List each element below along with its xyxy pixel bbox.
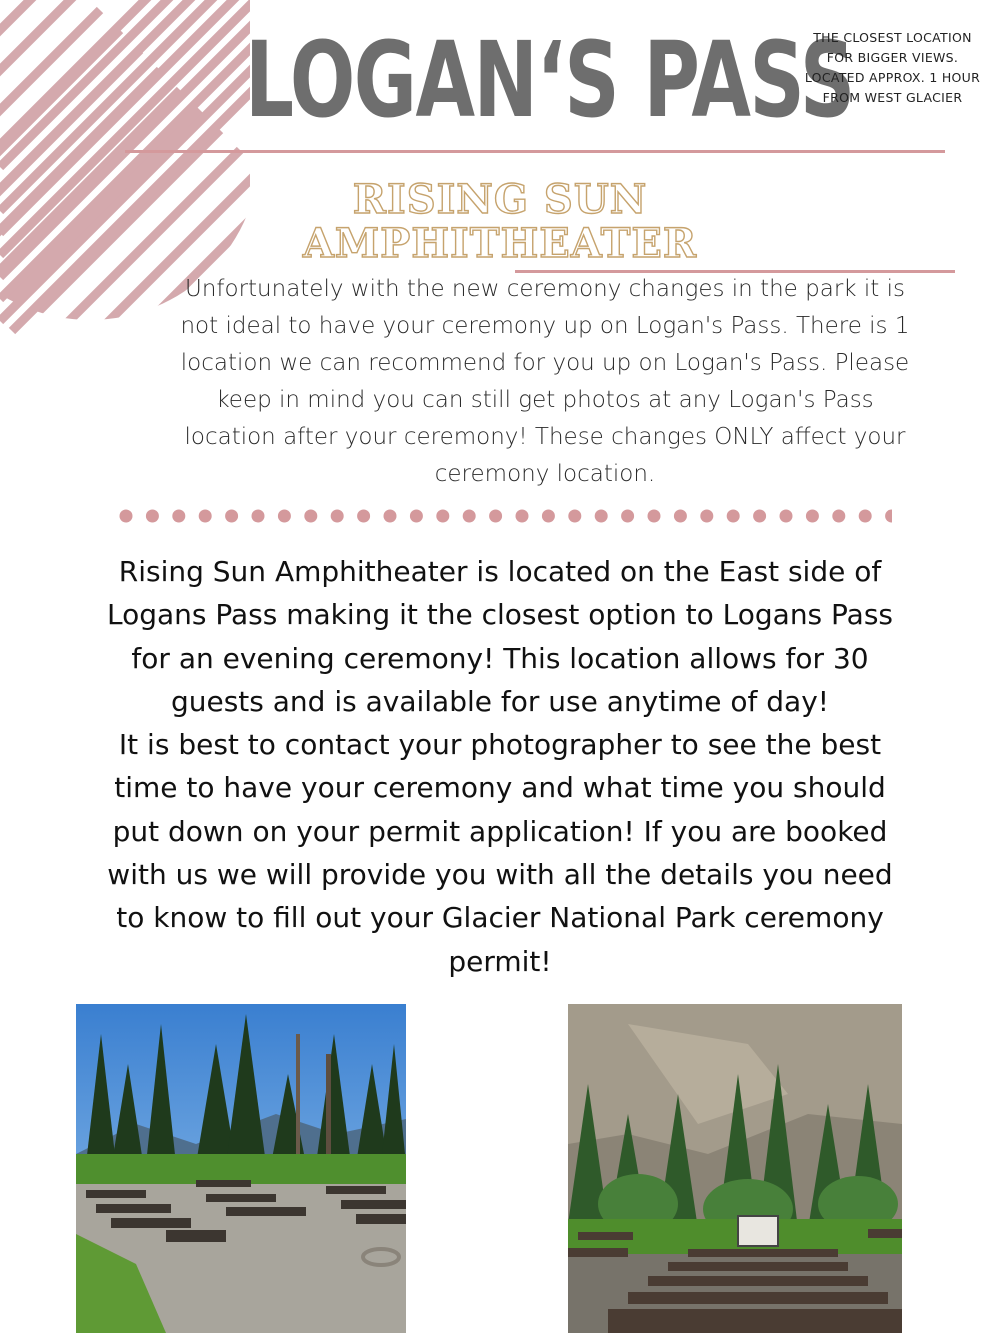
divider-dot	[648, 510, 661, 523]
divider-dot	[357, 510, 370, 523]
divider-dot	[199, 510, 212, 523]
section-title-line: AMPHITHEATER	[302, 220, 698, 267]
section-title-line: RISING SUN	[352, 176, 648, 223]
divider-dot	[542, 510, 555, 523]
divider-dot	[674, 510, 687, 523]
divider-dot	[806, 510, 819, 523]
tagline-line: FOR BIGGER VIEWS.	[826, 50, 959, 65]
divider-dot	[595, 510, 608, 523]
divider-dot	[410, 510, 423, 523]
main-paragraph-1: Rising Sun Amphitheater is located on the East side of Logans Pass making it the closest option to Logans Pass for an evening ceremony! This location allows for 30 guests and is available for use anytime of day!	[106, 555, 894, 718]
page-title: LOGAN‘S PASS	[245, 19, 854, 141]
divider-dot	[621, 510, 634, 523]
divider-dot	[304, 510, 317, 523]
divider-dot	[172, 510, 185, 523]
main-paragraph-2: It is best to contact your photographer to see the best time to have your ceremony and what time you should put down on your permit application! If you are booked with us we will provide you with all the details you need to know to fill out your Glacier National Park ceremony permit!	[107, 728, 893, 978]
intro-paragraph: Unfortunately with the new ceremony changes in the park it is not ideal to have your ceremony up on Logan's Pass. There is 1 location we can recommend for you up on Logan's Pass. Please keep in mind you can still get photos at any Logan's Pass location after your ceremony! These changes ONLY affect your ceremony location.	[180, 276, 910, 487]
divider-dot	[120, 510, 133, 523]
divider-dot	[859, 510, 872, 523]
divider-dot	[225, 510, 238, 523]
amphitheater-photo-1	[76, 1004, 406, 1333]
divider-dot	[832, 510, 845, 523]
tagline	[795, 28, 990, 108]
divider-dot	[252, 510, 265, 523]
divider-dot	[885, 510, 892, 523]
divider-dot	[384, 510, 397, 523]
divider-dot	[780, 510, 793, 523]
divider-dot	[700, 510, 713, 523]
divider-dot	[146, 510, 159, 523]
divider-dot	[489, 510, 502, 523]
main-description	[95, 550, 905, 983]
divider-dot	[278, 510, 291, 523]
divider-dot	[568, 510, 581, 523]
tagline-line: FROM WEST GLACIER	[822, 90, 963, 105]
amphitheater-photo-2	[568, 1004, 902, 1333]
tagline-line: THE CLOSEST LOCATION	[813, 30, 972, 45]
section-title	[285, 178, 715, 266]
divider-dot	[727, 510, 740, 523]
divider-dot	[436, 510, 449, 523]
divider-dot	[516, 510, 529, 523]
header-divider	[125, 150, 945, 153]
tagline-line: LOCATED APPROX. 1 HOUR	[804, 70, 981, 85]
divider-dot	[331, 510, 344, 523]
divider-dot	[463, 510, 476, 523]
dotted-divider	[112, 506, 892, 526]
divider-dot	[753, 510, 766, 523]
